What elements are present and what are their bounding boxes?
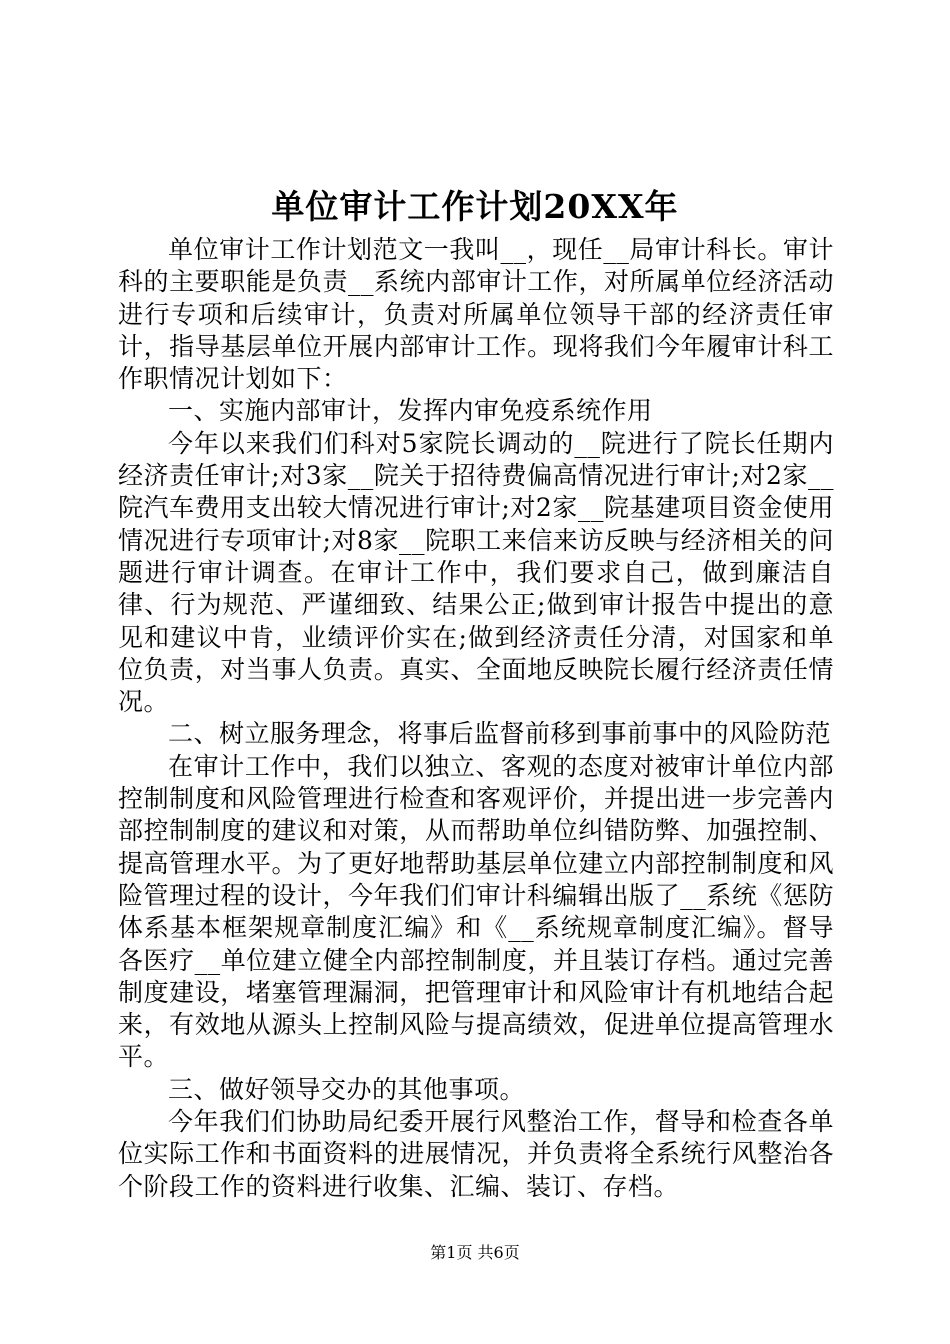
paragraph-section-2: 在审计工作中，我们以独立、客观的态度对被审计单位内部控制制度和风险管理进行检查和客观评价，并提出进一步完善内部控制制度的建议和对策，从而帮助单位纠错防弊、加强控制、提高管理水平。为了更好地帮助基层单位建立内部控制制度和风险管理过程的设计，今年我们们审计科编辑出版了__系统《惩防体系基本框架规章制度汇编》和《__系统规章制度汇编》。督导各医疗__单位建立健全内部控制制度，并且装订存档。通过完善制度建设，堵塞管理漏洞，把管理审计和风险审计有机地结合起来，有效地从源头上控制风险与提高绩效，促进单位提高管理水平。: [118, 751, 834, 1072]
paragraph-intro: 单位审计工作计划范文一我叫__，现任__局审计科长。审计科的主要职能是负责__系统内部审计工作，对所属单位经济活动进行专项和后续审计，负责对所属单位领导干部的经济责任审计，指导基层单位开展内部审计工作。现将我们今年履审计科工作职情况计划如下：: [118, 235, 834, 394]
paragraph-section-3: 今年我们们协助局纪委开展行风整治工作，督导和检查各单位实际工作和书面资料的进展情况，并负责将全系统行风整治各个阶段工作的资料进行收集、汇编、装订、存档。: [118, 1107, 834, 1201]
document-title: 单位审计工作计划20XX年: [271, 187, 679, 226]
paragraph-section-1: 今年以来我们们科对5家院长调动的__院进行了院长任期内经济责任审计;对3家__院关于招待费偏高情况进行审计;对2家__院汽车费用支出较大情况进行审计;对2家__院基建项目资金使用情况进行专项审计;对8家__院职工来信来访反映与经济相关的问题进行审计调查。在审计工作中，我们要求自己，做到廉洁自律、行为规范、严谨细致、结果公正;做到审计报告中提出的意见和建议中肯，业绩评价实在;做到经济责任分清，对国家和单位负责，对当事人负责。真实、全面地反映院长履行经济责任情况。: [118, 428, 834, 717]
section-heading-2: 二、树立服务理念，将事后监督前移到事前事中的风险防范: [168, 719, 832, 749]
section-heading-3: 三、做好领导交办的其他事项。: [168, 1074, 526, 1104]
document-body: [118, 234, 834, 1203]
section-heading-1: 一、实施内部审计，发挥内审免疫系统作用: [168, 396, 653, 426]
page-number-footer: 第1页 共6页: [430, 1243, 520, 1262]
